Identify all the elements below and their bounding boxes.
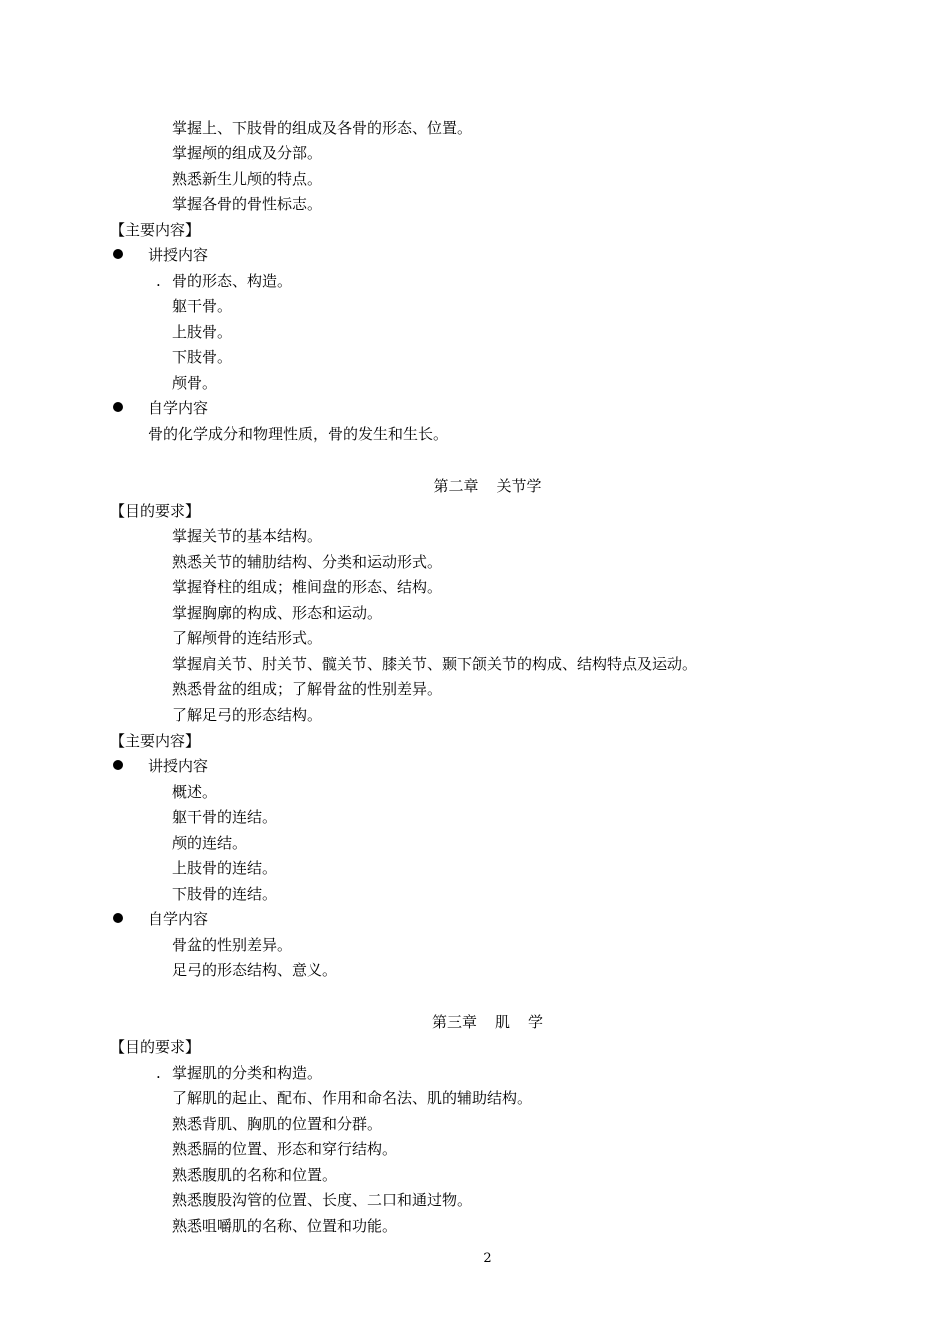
objective-line: 熟悉背肌、胸肌的位置和分群。 [172,1115,383,1133]
list-item: 概述。 [172,783,218,801]
list-item: 颅骨。 [172,374,218,392]
objective-line: 熟悉腹肌的名称和位置。 [172,1166,338,1184]
chapter-title-part: 肌 [494,1013,510,1031]
lecture-label: 讲授内容 [148,246,209,264]
list-item: 骨盆的性别差异。 [172,936,293,954]
chapter-title: 关节学 [496,477,542,495]
list-dot: . [156,1064,161,1082]
bullet-icon [113,913,123,923]
selfstudy-label: 自学内容 [148,910,209,928]
objective-line: 了解肌的起止、配布、作用和命名法、肌的辅助结构。 [172,1089,533,1107]
objective-line: 掌握关节的基本结构。 [172,527,323,545]
lecture-label: 讲授内容 [148,757,209,775]
chapter-heading [0,476,950,496]
objective-line: 熟悉新生儿颅的特点。 [172,170,323,188]
bullet-icon [113,402,123,412]
objective-line: 掌握肌的分类和构造。 [172,1064,323,1082]
objective-line: 熟悉关节的辅肋结构、分类和运动形式。 [172,553,443,571]
list-item: 下肢骨。 [172,348,233,366]
objective-line: 熟悉咀嚼肌的名称、位置和功能。 [172,1217,398,1235]
objective-line: 了解足弓的形态结构。 [172,706,323,724]
chapter-number: 第三章 [431,1013,477,1031]
objectives-label: 【目的要求】 [110,1038,201,1056]
list-item: 躯干骨的连结。 [172,808,278,826]
list-item: 下肢骨的连结。 [172,885,278,903]
objective-line: 掌握胸廓的构成、形态和运动。 [172,604,383,622]
chapter-title-part: 学 [528,1013,544,1031]
selfstudy-text: 骨的化学成分和物理性质，骨的发生和生长。 [148,425,449,443]
objective-line: 掌握上、下肢骨的组成及各骨的形态、位置。 [172,119,473,137]
list-item: 上肢骨的连结。 [172,859,278,877]
objectives-label: 【目的要求】 [110,502,201,520]
main-content-label: 【主要内容】 [110,732,201,750]
objective-line: 熟悉骨盆的组成；了解骨盆的性别差异。 [172,680,443,698]
chapter-heading [0,1012,950,1032]
list-item: 颅的连结。 [172,834,248,852]
objective-line: 掌握颅的组成及分部。 [172,144,323,162]
objective-line: 熟悉膈的位置、形态和穿行结构。 [172,1140,398,1158]
list-item: 骨的形态、构造。 [172,272,293,290]
list-item: 上肢骨。 [172,323,233,341]
objective-line: 掌握脊柱的组成；椎间盘的形态、结构。 [172,578,443,596]
list-dot: . [156,272,161,290]
bullet-icon [113,249,123,259]
objective-line: 掌握各骨的骨性标志。 [172,195,323,213]
objective-line: 了解颅骨的连结形式。 [172,629,323,647]
objective-line: 熟悉腹股沟管的位置、长度、二口和通过物。 [172,1191,473,1209]
page-number: 2 [483,1251,492,1266]
list-item: 足弓的形态结构、意义。 [172,961,338,979]
list-item: 躯干骨。 [172,297,233,315]
main-content-label: 【主要内容】 [110,221,201,239]
bullet-icon [113,760,123,770]
selfstudy-label: 自学内容 [148,399,209,417]
objective-line: 掌握肩关节、肘关节、髋关节、膝关节、颞下颌关节的构成、结构特点及运动。 [172,655,698,673]
chapter-number: 第二章 [433,477,479,495]
